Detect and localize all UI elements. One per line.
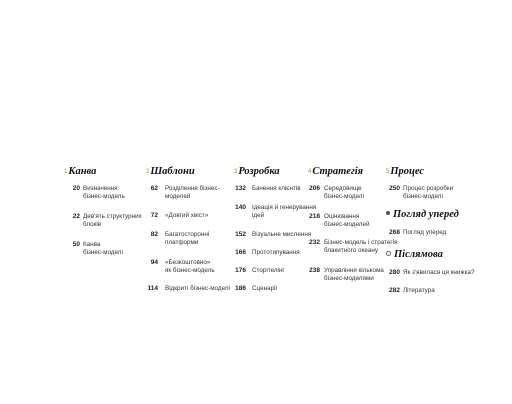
page-number: 282 (389, 287, 400, 294)
page-number: 114 (147, 285, 158, 292)
entry-title-line: Література (403, 287, 435, 294)
section-heading-patterns (146, 165, 195, 178)
page-number: 140 (235, 204, 246, 211)
entry-title-line: Візуальне мислення (252, 231, 312, 238)
section-number: 5 (386, 169, 390, 175)
bullet-ring-icon (386, 251, 391, 256)
bullet-dot-icon (386, 211, 390, 215)
section-heading-design (234, 165, 280, 178)
entry-title-line: бізнес-моделі (403, 193, 443, 200)
column-patterns (144, 165, 230, 292)
section-heading-strategy (308, 165, 363, 178)
page-number: 176 (235, 267, 246, 274)
section-title: Процес (390, 166, 425, 177)
entry-title-line: Бізнес-модель і стратегія (324, 239, 398, 246)
entry-title-line: Дев'ять структурних (83, 213, 142, 220)
page-number: 62 (150, 185, 158, 192)
section-number: 4 (308, 169, 312, 175)
entry-title-line: Ідеація й генерування (252, 204, 317, 211)
page-number: 22 (72, 213, 80, 220)
entry-title-line: Оцінювання (324, 213, 360, 220)
page-number: 186 (235, 285, 246, 292)
entry-title-line: Погляд уперед (403, 229, 447, 236)
page-number: 206 (309, 185, 320, 192)
column-canvas (64, 165, 142, 256)
column-process (386, 165, 475, 294)
section-number: 2 (146, 169, 150, 175)
entry-title-line: Процес розробки (403, 185, 454, 192)
entry-title-line: Бачення клієнтів (252, 185, 301, 192)
page-number: 20 (72, 185, 80, 192)
entry-title-line: Середовище (324, 185, 362, 192)
page-number: 166 (235, 249, 246, 256)
entry-title-line: як бізнес-модель (165, 267, 215, 274)
section-heading-process (386, 165, 424, 178)
page-number: 72 (150, 212, 158, 219)
page-number: 268 (389, 229, 400, 236)
page-number: 132 (235, 185, 246, 192)
section-heading-canvas (64, 165, 96, 178)
entry-title-line: Прототипування (252, 249, 300, 256)
page-number: 232 (309, 239, 320, 246)
section-title: Післямова (394, 249, 443, 260)
entry-title-line: бізнес-модель (83, 193, 125, 200)
page-number: 280 (389, 269, 400, 276)
entry-title-line: платформи (165, 239, 199, 246)
entry-title-line: Управління кількома (324, 267, 384, 274)
entry-title-line: бізнес-моделями (324, 275, 374, 282)
page-number: 218 (309, 213, 320, 220)
entry-title-line: моделей (165, 193, 191, 200)
entry-title-line: блакитного океану (324, 247, 379, 254)
section-title: Погляд уперед (393, 209, 459, 220)
entry-title-line: Сторітелінг (252, 267, 285, 274)
entry-title-line: Відкриті бізнес-моделі (165, 285, 230, 292)
section-title: Шаблони (150, 166, 195, 177)
section-title: Розробка (238, 166, 280, 177)
entry-title-line: бізнес-моделі (83, 249, 123, 256)
entry-title-line: «Довгий хвіст» (165, 212, 209, 219)
entry-title-line: бізнес-моделей (324, 221, 370, 228)
page-number: 82 (150, 231, 158, 238)
page-number: 238 (309, 267, 320, 274)
entry-title-line: блоків (83, 221, 102, 228)
entry-title-line: Як з'явилася ця книжка? (403, 269, 475, 276)
entry-title-line: бізнес-моделі (324, 193, 364, 200)
section-heading-outlook (386, 208, 459, 221)
entry-title-line: Багатосторонні (165, 231, 210, 238)
entry-title-line: Канва (83, 241, 101, 248)
page-number: 94 (150, 259, 158, 266)
entry-title-line: Розділення бізнес- (165, 185, 220, 192)
entry-title-line: Сценарії (252, 285, 278, 292)
section-title: Стратегія (312, 166, 364, 177)
section-heading-afterword (386, 248, 443, 261)
section-title: Канва (68, 166, 97, 177)
page-number: 50 (72, 241, 80, 248)
page-number: 250 (389, 185, 400, 192)
entry-title-line: «Безкоштовно» (165, 259, 211, 266)
entry-title-line: Визначення: (83, 185, 120, 192)
section-number: 1 (64, 169, 68, 175)
page-number: 152 (235, 231, 246, 238)
entry-title-line: ідей (252, 212, 265, 219)
section-number: 3 (234, 169, 238, 175)
